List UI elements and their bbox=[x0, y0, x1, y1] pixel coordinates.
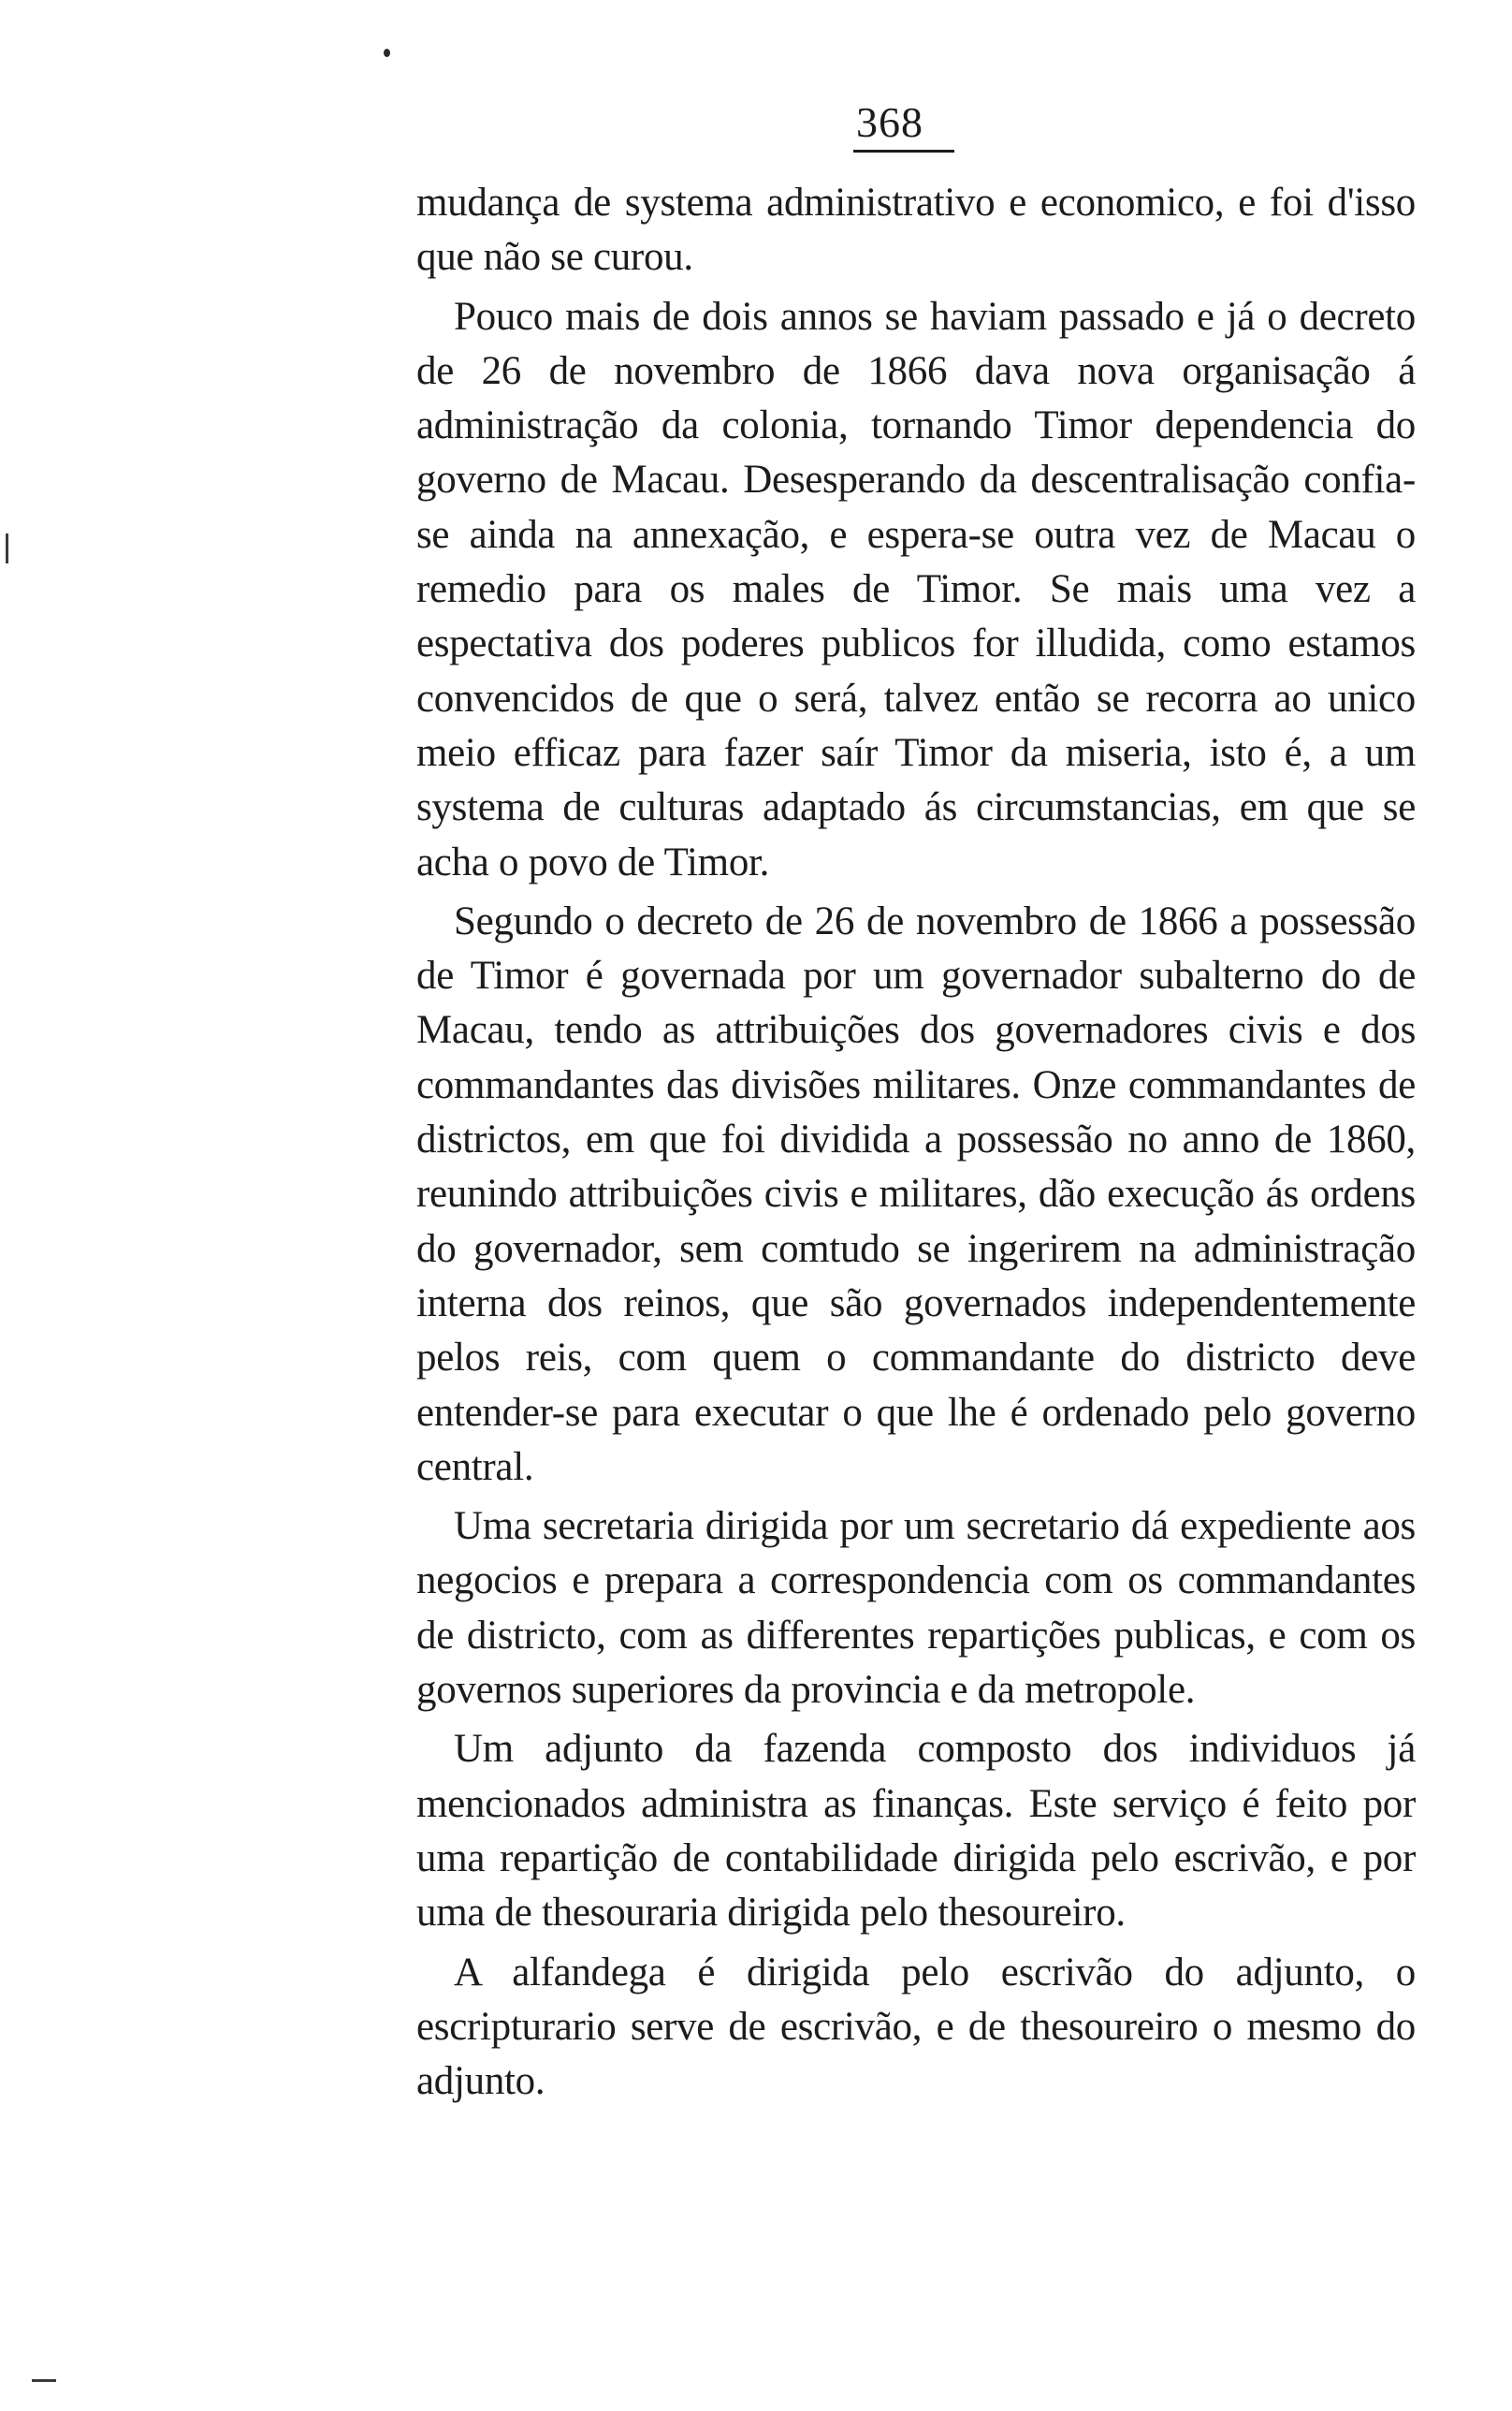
paragraph-continuation: mudança de systema administrativo e economico, e foi d'isso que não se curou. bbox=[416, 181, 1416, 280]
ink-speck bbox=[384, 49, 390, 57]
paragraph: A alfandega é dirigida pelo escrivão do adjunto, o escripturario serve de escrivão, e de thesoureiro o mesmo do adjunto. bbox=[416, 1950, 1416, 2104]
page-number: 368 bbox=[856, 98, 923, 146]
paragraph: Uma secretaria dirigida por um secretario dá expediente aos negocios e prepara a correspondencia com os commandantes de districto, com as differentes repartições publicas, e com os governos superiores da provincia e da metropole. bbox=[416, 1504, 1416, 1713]
edge-mark-bottom-left bbox=[32, 2379, 56, 2382]
paragraph: Um adjunto da fazenda composto dos individuos já mencionados administra as finanças. Este serviço é feito por uma repartição de contabilidade dirigida pelo escrivão, e por uma de thesouraria dirigida pelo thesoureiro. bbox=[416, 1727, 1416, 1936]
page-number-rule bbox=[853, 150, 954, 153]
paragraph: Pouco mais de dois annos se haviam passado e já o decreto de 26 de novembro de 1866 dava nova organisação á administração da colonia, tornando Timor dependencia do governo de Macau. Desesperando da descentralisação confia-se ainda na annexação, e espera-se outra vez de Macau o remedio para os males de Timor. Se mais uma vez a espectativa dos poderes publicos for illudida, como estamos convencidos de que o será, talvez então se recorra ao unico meio efficaz para fazer saír Timor da miseria, isto é, a um systema de culturas adaptado ás circumstancias, em que se acha o povo de Timor. bbox=[416, 294, 1416, 884]
edge-mark-left bbox=[6, 533, 8, 563]
body-text bbox=[416, 176, 1416, 2109]
paragraph: Segundo o decreto de 26 de novembro de 1866 a possessão de Timor é governada por um governador subalterno do de Macau, tendo as attribuições dos governadores civis e dos commandantes das divisões militares. Onze commandantes de districtos, em que foi dividida a possessão no anno de 1860, reunindo attribuições civis e militares, dão execução ás ordens do governador, sem comtudo se ingerirem na administração interna dos reinos, que são governados independentemente pelos reis, com quem o commandante do districto deve entender-se para executar o que lhe é ordenado pelo governo central. bbox=[416, 899, 1416, 1489]
